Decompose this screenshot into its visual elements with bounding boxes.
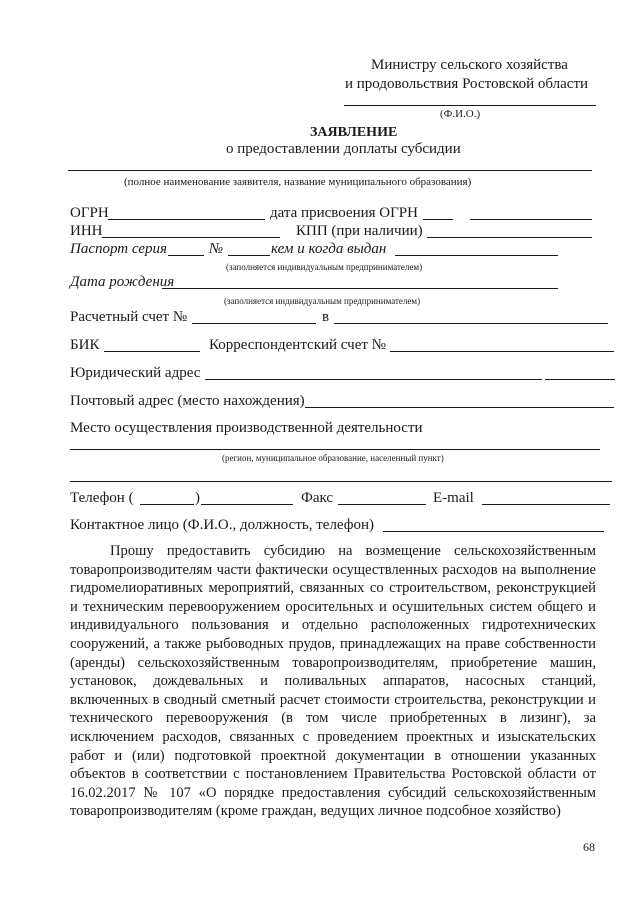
fax-line[interactable] — [338, 504, 426, 505]
region-caption: (регион, муниципальное образование, населенный пункт) — [222, 453, 444, 463]
email-label: E-mail — [433, 490, 474, 506]
entrepreneur-note-2: (заполняется индивидуальным предпринимателем) — [224, 296, 421, 306]
page-number: 68 — [583, 840, 595, 854]
bik-label: БИК — [70, 337, 100, 353]
inn-line[interactable] — [102, 237, 280, 238]
contact-person-label: Контактное лицо (Ф.И.О., должность, телефон) — [70, 517, 375, 533]
phone-number-line[interactable] — [201, 504, 293, 505]
legal-address-label: Юридический адрес — [70, 365, 201, 381]
birth-date-label: Дата рождения — [70, 274, 175, 290]
kpp-label: КПП (при наличии) — [296, 223, 423, 239]
phone-code-line[interactable] — [140, 504, 194, 505]
applicant-name-line[interactable] — [68, 170, 592, 171]
addressee-fio-line[interactable] — [344, 105, 596, 106]
account-number-line[interactable] — [192, 323, 316, 324]
fax-label: Факс — [301, 490, 334, 506]
kpp-line[interactable] — [427, 237, 592, 238]
passport-issued-label: кем и когда выдан — [271, 241, 387, 257]
passport-series-label: Паспорт серия — [70, 241, 167, 257]
phone-label: Телефон ( — [70, 490, 134, 506]
contact-person-line[interactable] — [383, 531, 604, 532]
legal-address-line-2[interactable] — [545, 379, 615, 380]
corr-account-label: Корреспондентский счет № — [209, 337, 386, 353]
addressee-line-2: и продовольствия Ростовской области — [345, 76, 589, 92]
phone-close-paren: ) — [195, 490, 200, 506]
passport-number-line[interactable] — [228, 255, 270, 256]
passport-issued-line[interactable] — [395, 255, 558, 256]
corr-account-line[interactable] — [390, 351, 614, 352]
passport-series-line[interactable] — [168, 255, 204, 256]
activity-place-line-2[interactable] — [70, 481, 612, 482]
document-title: ЗАЯВЛЕНИЕ — [310, 125, 398, 140]
postal-address-line[interactable] — [305, 407, 614, 408]
activity-place-label: Место осуществления производственной деятельности — [70, 420, 423, 436]
ogrn-date-line-1[interactable] — [423, 219, 453, 220]
bik-line[interactable] — [104, 351, 200, 352]
entrepreneur-note-1: (заполняется индивидуальным предпринимателем) — [226, 262, 423, 272]
applicant-caption: (полное наименование заявителя, название муниципального образования) — [124, 176, 472, 188]
ogrn-date-label: дата присвоения ОГРН — [270, 205, 418, 221]
account-label: Расчетный счет № — [70, 309, 188, 325]
activity-place-line[interactable] — [70, 449, 600, 450]
email-line[interactable] — [482, 504, 610, 505]
request-paragraph: Прошу предоставить субсидию на возмещение сельскохозяйственным товаропроизводителям части фактически осуществленных расходов на выполнение гидромелиоративных мероприятий, связанных со строительством, реконструкцией и техническим перевооружением оросительных и осушительных систем общего и индивидуального пользования и отдельно расположенных гидротехнических сооружений, а также рыбоводных прудов, принадлежащих на праве собственности (аренды) сельскохозяйственным товаропроизводителям, приобретение машин, установок, дождевальных и поливальных аппаратов, насосных станций, включенных в сводный сметный расчет стоимости строительства, реконструкции и технического перевооружения (в том числе приобретенных в лизинг), за исключением расходов, связанных с проведением проектных и изыскательских работ и (или) подготовкой проектной документации в отношении указанных объектов в соответствии с постановлением Правительства Ростовской области от 16.02.2017 № 107 «О порядке предоставления субсидий сельскохозяйственным товаропроизводителям (кроме граждан, ведущих личное подсобное хозяйство) — [70, 543, 596, 820]
addressee-fio-caption: (Ф.И.О.) — [440, 108, 481, 120]
legal-address-line-1[interactable] — [205, 379, 542, 380]
ogrn-line[interactable] — [108, 219, 265, 220]
addressee-line-1: Министру сельского хозяйства — [371, 57, 568, 73]
account-bank-label: в — [322, 309, 330, 325]
document-subtitle: о предоставлении доплаты субсидии — [226, 141, 461, 157]
ogrn-date-line-2[interactable] — [470, 219, 592, 220]
inn-label: ИНН — [70, 223, 103, 239]
ogrn-label: ОГРН — [70, 205, 109, 221]
birth-date-line[interactable] — [162, 288, 558, 289]
postal-address-label: Почтовый адрес (место нахождения) — [70, 393, 305, 409]
account-bank-line[interactable] — [334, 323, 608, 324]
passport-number-label: № — [209, 241, 224, 257]
